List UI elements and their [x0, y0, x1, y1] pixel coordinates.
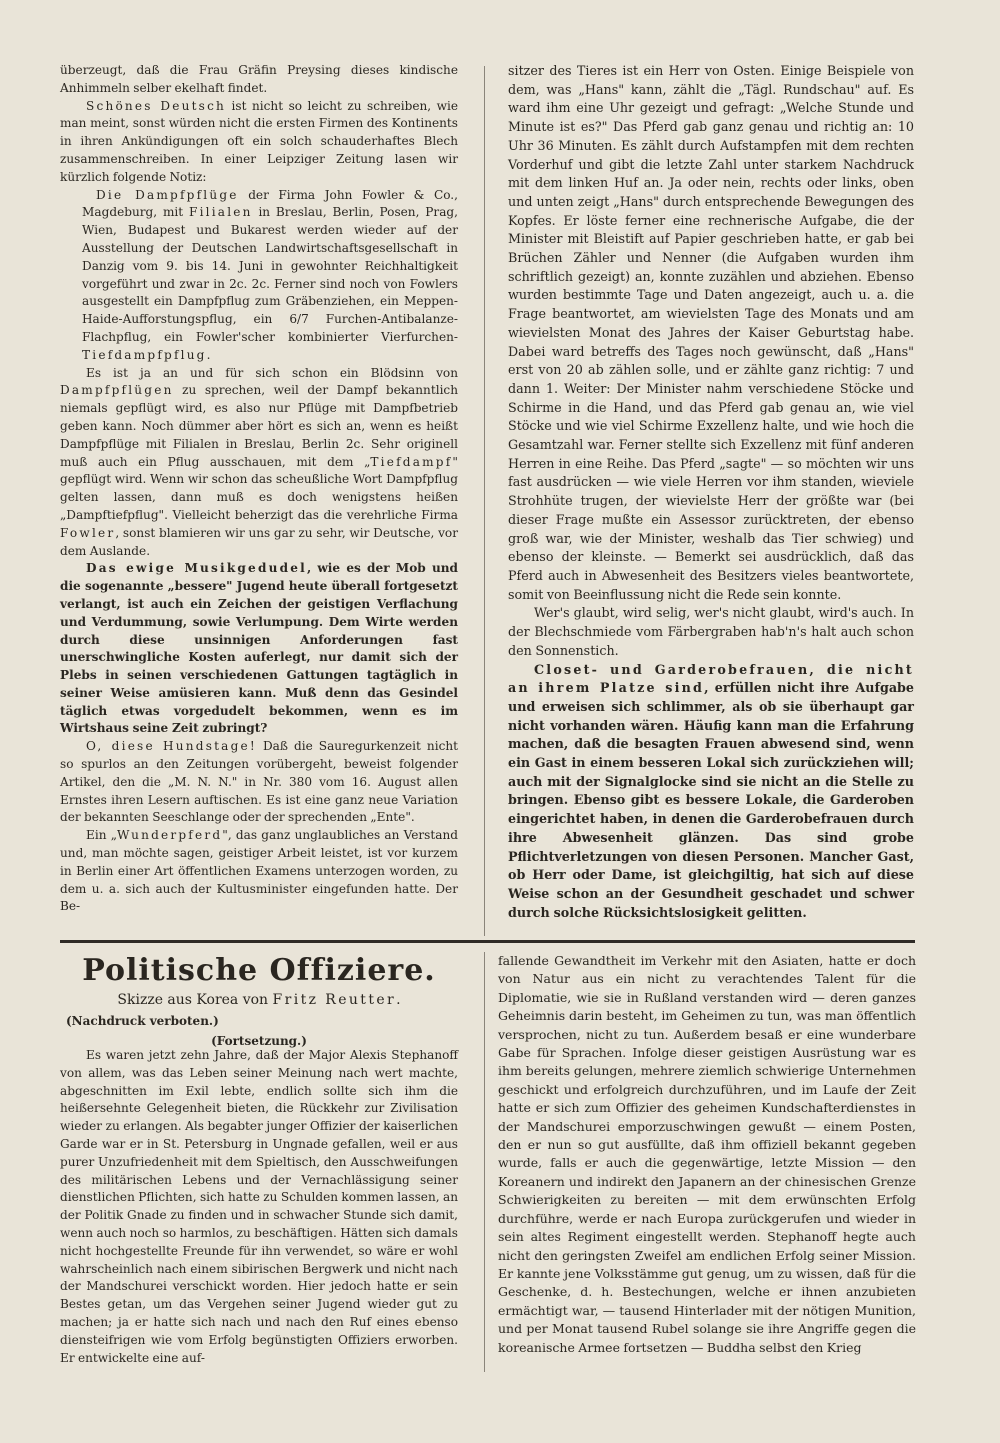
paragraph: überzeugt, daß die Frau Gräfin Preysing dieses kindische Anhimmeln selber ekelhaft findet. — [60, 63, 458, 95]
column-top-right — [508, 62, 914, 922]
paragraph-dampfpflug: Es ist ja an und für sich schon ein Blödsinn von Dampfpflügen zu sprechen, weil der Dampf bekanntlich niemals gepflügt wird, es also nur Pflüge mit Dampfbetrieb geben kann. Noch dümmer aber hört es sich an, wenn es heißt Dampfpflüge mit Filialen in Breslau, Berlin 2c. Sehr originell muß auch ein Pflug ausschauen, mit dem „Tiefdampf" gepflügt wird. Wenn wir schon das scheußliche Wort Dampfpflug gelten lassen, dann muß es doch wenigstens heißen „Dampftiefpflug". Vielleicht beherzigt das die verehrliche Firma Fowler, sonst blamieren wir uns gar zu sehr, wir Deutsche, vor dem Auslande. — [60, 365, 458, 558]
story-header — [60, 952, 458, 1050]
column-divider — [484, 66, 485, 936]
paragraph-hundstage: O, diese Hundstage! Daß die Sauregurkenzeit nicht so spurlos an den Zeitungen vorübergeht, beweist folgender Artikel, den die „M. N. N." in Nr. 380 vom 16. August allen Ernstes ihren Lesern auftischen. Es ist eine ganz neue Variation der bekannten Seeschlange oder der sprechenden „Ente". — [60, 739, 458, 825]
paragraph-pferd-fortsetzung: sitzer des Tieres ist ein Herr von Osten. Einige Beispiele von dem, was „Hans" kann, zählt die „Tägl. Rundschau" auf. Es ward ihm eine Uhr gezeigt und gefragt: „Welche Stunde und Minute ist es?" Das Pferd gab ganz genau und richtig an: 10 Uhr 36 Minuten. Es zählt durch Aufstampfen mit dem rechten Vorderhuf und gibt die letzte Zahl unter starkem Nachdruck mit dem linken Huf an. Ja oder nein, rechts oder links, oben und unten zeigt „Hans" durch entsprechende Bewegungen des Kopfes. Er löste ferner eine rechnerische Aufgabe, die der Minister mit Bleistift auf Papier geschrieben hatte, er gab bei Brüchen Zähler und Nenner (die Aufgaben wurden ihm schriftlich gezeigt) an, konnte zuzählen und abziehen. Ebenso wurden bestimmte Tage und Daten angezeigt, auch u. a. die Frage beantwortet, am wievielsten Tage des Monats und am wievielsten Monat des Jahres der Kaiser Geburtstag habe. Dabei ward betreffs des Tages noch gewünscht, daß „Hans" erst von 20 ab zählen solle, und er zählte ganz richtig: 7 und dann 1. Weiter: Der Minister nahm verschiedene Stöcke und Schirme in die Hand, und das Pferd gab genau an, wie viel Stöcke und wie viel Schirme Exzellenz halte, und wie hoch die Gesamtzahl war. Ferner stellte sich Exzellenz mit fünf anderen Herren in eine Reihe. Das Pferd „sagte" — so möchten wir uns fast ausdrücken — wie viele Herren vor ihm standen, wieviele Strohhüte trugen, der wievielste Herr der größte war (bei dieser Frage mußte ein Assessor zurücktreten, der ebenso groß war, wie der Minister, weshalb das Tier schwieg) und ebenso der kleinste. — Bemerkt sei ausdrücklich, daß das Pferd auch in Abwesenheit des Besitzers vieles beantwortete, somit von Beeinflussung nicht die Rede sein konnte. — [508, 63, 914, 602]
column-divider — [484, 952, 485, 1372]
story-paragraph: fallende Gewandtheit im Verkehr mit den Asiaten, hatte er doch von Natur aus ein nicht zu verachtendes Talent für die Diplomatie, wie sie in Rußland verstanden wird — deren ganzes Geheimnis darin besteht, im Geheimen zu tun, was man öffentlich versprochen, nicht zu tun. Außerdem besaß er eine wunderbare Gabe für Sprachen. Infolge dieser geistigen Ausrüstung war es ihm bereits gelungen, mehrere ziemlich schwierige Unternehmen geschickt und erfolgreich durchzuführen, und im Laufe der Zeit hatte er sich zum Offizier des geheimen Kundschafterdienstes in der Mandschurei emporzuschwingen gewußt — einem Posten, den er nun so gut ausfüllte, daß ihm offiziell bekannt gegeben wurde, falls er auch die gegenwärtige, letzte Mission — den Koreanern und indirekt den Japanern an der chinesischen Grenze Schwierigkeiten zu bereiten — mit dem erwünschten Erfolg durchführe, werde er nach Europa zurückgerufen und wieder in sein altes Regiment eingestellt werden. Stephanoff hegte auch nicht den geringsten Zweifel am endlichen Erfolg seiner Mission. Er kannte jene Volksstämme gut genug, um zu wissen, daß für die Geschenke, d. h. Bestechungen, welche er ihnen anzubieten ermächtigt war, — tausend Hinterlader mit der nötigen Munition, und per Monat tausend Rubel solange sie ihre Angriffe gegen die koreanische Armee fortsetzen — Buddha selbst den Krieg — [498, 953, 916, 1355]
section-rule — [60, 940, 915, 943]
continuation-note: (Fortsetzung.) — [211, 1034, 307, 1048]
story-title: Politische Offiziere. — [82, 953, 436, 988]
paragraph-musikgedudel: Das ewige Musikgedudel, wie es der Mob und die sogenannte „bessere" Jugend heute überall fortgesetzt verlangt, ist auch ein Zeichen der geistigen Verflachung und Verdummung, sowie Verlumpung. Dem Wirte werden durch diese unsinnigen Anforderungen fast unerschwingliche Kosten auferlegt, nur damit sich der Plebs in seinen verschiedenen Gattungen tagtäglich in seiner Weise amüsieren kann. Muß denn das Gesindel täglich etwas vorgedudelt bekommen, wenn es im Wirtshaus seine Zeit zubringt? — [60, 561, 458, 736]
story-paragraph: Es waren jetzt zehn Jahre, daß der Major Alexis Stephanoff von allem, was das Leben seiner Meinung nach wert machte, abgeschnitten im Exil lebte, endlich sollte sich ihm die heißersehnte Gelegenheit bieten, die Rückkehr zur Zivilisation wieder zu erlangen. Als begabter junger Offizier der kaiserlichen Garde war er in St. Petersburg in Ungnade gefallen, weil er aus purer Unzufriedenheit mit dem Spieltisch, den Ausschweifungen des militärischen Lebens und der Vernachlässigung seiner dienstlichen Pflichten, sich hatte zu Schulden kommen lassen, an der Politik Gnade zu finden und in schwacher Stunde sich damit, wenn auch noch so harmlos, zu beschäftigen. Hätten sich damals nicht hochgestellte Freunde für ihn verwendet, so wäre er wohl wahrscheinlich nach einem sibirischen Bergwerk und nicht nach der Mandschurei verschickt worden. Hier jedoch hatte er sein Bestes getan, um das Vergehen seiner Jugend wieder gut zu machen; ja er hatte sich nach und nach den Ruf eines ebenso diensteifrigen wie vom Erfolg begünstigten Offiziers erworben. Er entwickelte eine auf- — [60, 1048, 458, 1365]
author-name: Fritz Reutter — [272, 992, 397, 1008]
column-bottom-right — [498, 952, 916, 1357]
quoted-notice: Die Dampfpflüge der Firma John Fowler & Co., Magdeburg, mit Filialen in Breslau, Berlin, Posen, Prag, Wien, Budapest und Bukarest werden wieder auf der Ausstellung der Deutschen Landwirtschaftsgesellschaft in Danzig vom 9. bis 14. Juni in gewohnter Reichhaltigkeit vorgeführt und zwar in 2c. 2c. Ferner sind noch von Fowlers ausgestellt ein Dampfpflug zum Gräbenziehen, ein Meppen-Haide-Aufforstungspflug, ein 6/7 Furchen-Antibalanze-Flachpflug, ein Fowler'scher kombinierter Vierfurchen-Tiefdampfpflug. — [82, 187, 458, 362]
paragraph-garderobefrauen: Closet- und Garderobefrauen, die nicht an ihrem Platze sind, erfüllen nicht ihre Aufgabe und erweisen sich schlimmer, als ob sie überhaupt gar nicht vorhanden wären. Häufig kann man die Erfahrung machen, daß die besagten Frauen abwesend sind, wenn ein Gast in einem besseren Lokal sich zurückziehen will; auch mit der Signalglocke sind sie nicht an die Stelle zu bringen. Ebenso gibt es bessere Lokale, die Garderoben eingerichtet haben, in denen die Garderobefrauen durch ihre Abwesenheit glänzen. Das sind grobe Pflichtverletzungen von diesen Personen. Mancher Gast, ob Herr oder Dame, ist gleichgiltig, hat sich auf diese Weise schon an der Gesundheit geschadet und schwer durch solche Rücksichtslosigkeit gelitten. — [508, 661, 914, 920]
paragraph-schoenes-deutsch: Schönes Deutsch ist nicht so leicht zu schreiben, wie man meint, sonst würden nicht die ersten Firmen des Kontinents in ihren Ankündigungen oft ein solch schauderhaftes Blech zusammenschreiben. In einer Leipziger Zeitung lasen wir kürzlich folgende Notiz: — [60, 98, 458, 184]
paragraph-wunderpferd: Ein „Wunderpferd", das ganz unglaubliches an Verstand und, man möchte sagen, geistiger Arbeit leistet, ist vor kurzem in Berlin einer Art öffentlichen Examens unterzogen worden, zu dem u. a. sich auch der Kultusminister eingefunden hatte. Der Be- — [60, 828, 458, 914]
reprint-notice: (Nachdruck verboten.) — [66, 1014, 219, 1028]
story-subtitle: Skizze aus Korea von Fritz Reutter. — [117, 992, 401, 1008]
column-top-left — [60, 62, 458, 916]
spaced-heading: Schönes Deutsch — [86, 98, 227, 113]
column-bottom-left — [60, 1047, 458, 1367]
paragraph-wers-glaubt: Wer's glaubt, wird selig, wer's nicht glaubt, wird's auch. In der Blechschmiede vom Färbergraben hab'n's halt auch schon den Sonnenstich. — [508, 605, 914, 658]
